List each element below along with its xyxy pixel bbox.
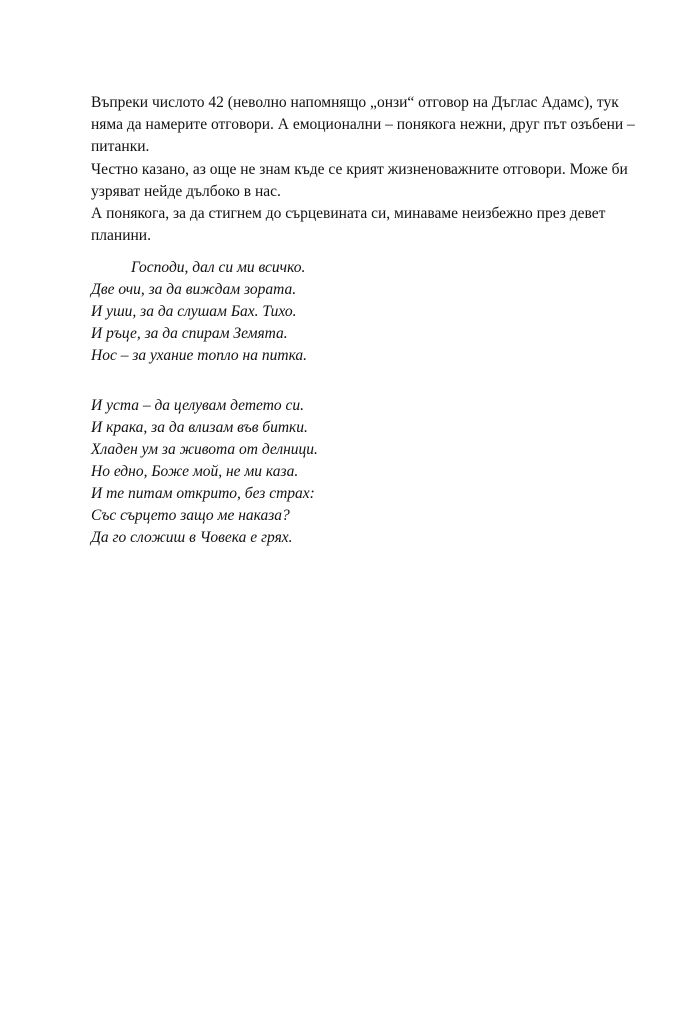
intro-text — [91, 92, 651, 247]
intro-paragraph-1: Въпреки числото 42 (неволно напомнящо „онзи“ отговор на Дъглас Адамс), тук няма да намерите отговори. А емоционални – понякога нежни, друг път озъбени – питанки. — [91, 94, 635, 156]
intro-paragraph-2: Честно казано, аз още не знам къде се крият жизненоважните отговори. Може би узряват нейде дълбоко в нас. — [91, 160, 628, 200]
poem-line: Да го сложиш в Човека е грях. — [91, 529, 293, 546]
poem-line: Хладен ум за живота от делници. — [91, 441, 318, 458]
poem-line: И те питам открито, без страх: — [91, 485, 315, 502]
poem-line: Със сърцето защо ме наказа? — [91, 507, 290, 524]
poem-line: И крака, за да влизам във битки. — [91, 419, 308, 436]
intro-paragraph-3: А понякога, за да стигнем до сърцевината си, минаваме неизбежно през девет планини. — [91, 205, 606, 245]
poem-line: Две очи, за да виждам зората. — [91, 281, 297, 298]
poem-line: И ръце, за да спирам Земята. — [91, 325, 288, 342]
poem-stanza-1 — [91, 257, 511, 367]
poem-line: И уста – да целувам детето си. — [91, 397, 305, 414]
poem-stanza-2 — [91, 395, 511, 549]
poem-line: Нос – за ухание топло на питка. — [91, 347, 308, 364]
poem-line: Но едно, Боже мой, не ми каза. — [91, 463, 299, 480]
poem-line: И уши, за да слушам Бах. Тихо. — [91, 303, 297, 320]
poem-line: Господи, дал си ми всичко. — [131, 259, 306, 276]
